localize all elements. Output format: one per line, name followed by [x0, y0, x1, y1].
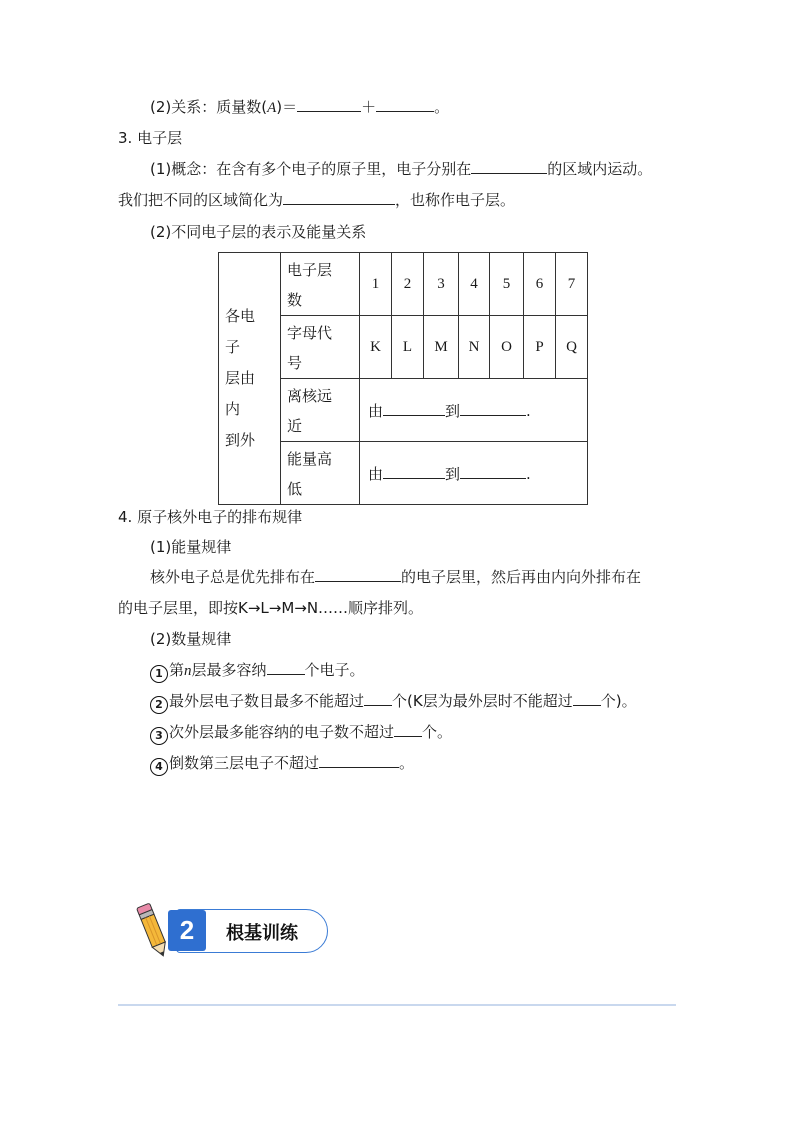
row-label-line: 近: [287, 417, 303, 435]
rule-text: 最外层电子数目最多不能超过: [169, 692, 365, 710]
fill-blank[interactable]: [267, 659, 305, 675]
fill-blank[interactable]: [383, 400, 445, 416]
concept-text: 的区域内运动。: [547, 160, 653, 178]
fill-blank[interactable]: [297, 96, 361, 112]
row-label-line: 离核远: [287, 387, 333, 405]
quantity-rule-4: [150, 752, 414, 776]
row-label-line: 数: [287, 291, 303, 309]
row-label-energy: [281, 442, 360, 505]
relation-text: )＝: [276, 98, 298, 116]
side-label-line: 内: [225, 400, 241, 418]
shell-letter: O: [490, 316, 524, 379]
energy-rule-line: [150, 566, 641, 588]
quantity-rule-3: [150, 721, 452, 745]
section-title: 根基训练: [226, 923, 298, 944]
fill-blank[interactable]: [283, 189, 395, 205]
concept-text: ，也称作电子层。: [395, 191, 516, 209]
side-label-line: 子: [225, 338, 241, 356]
shell-number: 3: [424, 253, 459, 316]
subheading: (2)数量规律: [150, 630, 232, 648]
side-label-line: 层由: [225, 369, 256, 387]
rule-text: 的电子层里，然后再由内向外排布在: [401, 568, 642, 586]
rule-text: 次外层最多能容纳的电子数不超过: [169, 723, 395, 741]
side-label-cell: [219, 253, 281, 505]
energy-range-cell: [360, 442, 588, 505]
electron-shell-table: [218, 252, 588, 505]
fill-blank[interactable]: [376, 96, 434, 112]
section-heading: 3. 电子层: [118, 129, 183, 147]
rule-text: 层最多容纳: [191, 661, 267, 679]
rule-text: 核外电子总是优先排布在: [150, 568, 316, 586]
side-label-line: 到外: [225, 431, 256, 449]
symbol-n: n: [184, 663, 192, 679]
fill-blank[interactable]: [364, 690, 392, 706]
distance-range-cell: [360, 379, 588, 442]
quantity-rule-2: [150, 690, 637, 714]
row-label-line: 号: [287, 354, 303, 372]
range-end: .: [526, 401, 531, 420]
fill-blank[interactable]: [460, 400, 526, 416]
relation-text: (2)关系：质量数(: [150, 98, 268, 116]
range-from: 由: [368, 464, 384, 483]
relation-text: ＋: [361, 98, 377, 116]
divider-rule: [118, 1004, 676, 1006]
circled-number: 3: [150, 727, 168, 745]
row-label-distance: [281, 379, 360, 442]
fill-blank[interactable]: [394, 721, 422, 737]
shell-letter: M: [424, 316, 459, 379]
energy-rule-line: 的电子层里，即按K→L→M→N……顺序排列。: [118, 599, 424, 617]
range-from: 由: [368, 401, 384, 420]
circled-number: 1: [150, 665, 168, 683]
concept-line: [118, 189, 515, 211]
fill-blank[interactable]: [573, 690, 601, 706]
concept-text: 我们把不同的区域简化为: [118, 191, 284, 209]
row-label-line: 字母代: [287, 324, 333, 342]
subheading: (1)能量规律: [150, 538, 232, 556]
row-label-line: 低: [287, 480, 303, 498]
rule-text: 个)。: [600, 692, 637, 710]
rule-text: 个电子。: [304, 661, 365, 679]
pencil-icon: [132, 899, 178, 961]
symbol-a: A: [267, 100, 277, 116]
shell-letter: N: [459, 316, 490, 379]
quantity-rule-1: [150, 659, 365, 683]
rule-text: 倒数第三层电子不超过: [169, 754, 320, 772]
range-end: .: [526, 464, 531, 483]
fill-blank[interactable]: [383, 463, 445, 479]
shell-number: 6: [524, 253, 556, 316]
range-to: 到: [445, 464, 461, 483]
row-label-shell-number: [281, 253, 360, 316]
fill-blank[interactable]: [315, 566, 401, 582]
range-to: 到: [445, 401, 461, 420]
shell-number: 1: [360, 253, 392, 316]
section-banner: [132, 899, 332, 961]
shell-number: 2: [392, 253, 424, 316]
rule-text: 第: [169, 661, 185, 679]
rule-text: 个(K层为最外层时不能超过: [392, 692, 573, 710]
row-label-line: 能量高: [287, 450, 333, 468]
concept-line: [150, 158, 652, 180]
circled-number: 2: [150, 696, 168, 714]
shell-number: 4: [459, 253, 490, 316]
fill-blank[interactable]: [471, 158, 547, 174]
section-heading: 4. 原子核外电子的排布规律: [118, 508, 303, 526]
mass-number-relation: [150, 96, 449, 119]
fill-blank[interactable]: [319, 752, 399, 768]
shell-letter: Q: [556, 316, 588, 379]
rule-text: 个。: [422, 723, 453, 741]
shell-number: 5: [490, 253, 524, 316]
relation-text: 。: [434, 98, 450, 116]
shell-letter: P: [524, 316, 556, 379]
fill-blank[interactable]: [460, 463, 526, 479]
rule-text: 。: [399, 754, 415, 772]
row-label-line: 电子层: [287, 261, 333, 279]
subheading: (2)不同电子层的表示及能量关系: [150, 223, 367, 241]
shell-number: 7: [556, 253, 588, 316]
shell-letter: L: [392, 316, 424, 379]
concept-text: (1)概念：在含有多个电子的原子里，电子分别在: [150, 160, 472, 178]
row-label-letter: [281, 316, 360, 379]
circled-number: 4: [150, 758, 168, 776]
section-number: 2: [168, 910, 206, 951]
side-label-line: 各电: [225, 307, 256, 325]
shell-letter: K: [360, 316, 392, 379]
